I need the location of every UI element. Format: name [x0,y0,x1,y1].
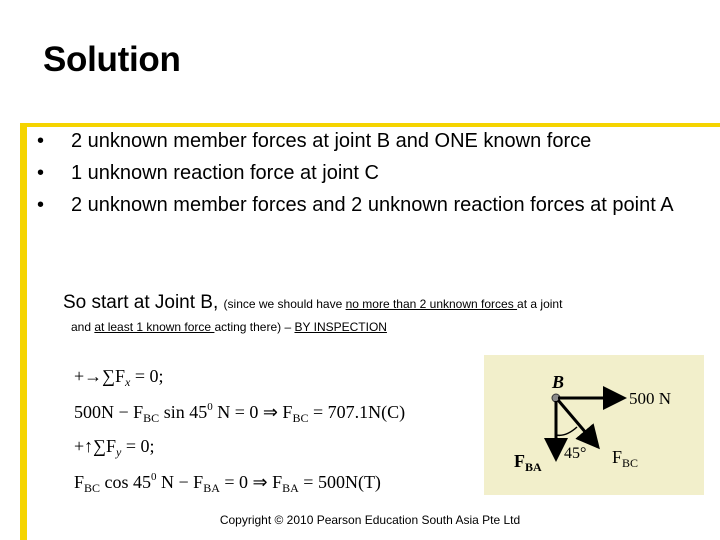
strategy-lead: So start at Joint B, [63,292,219,313]
strategy-text [63,291,703,338]
equation-fba-solution: $F_{BC}$ $\cos 45^0$ $N - F_{BA} = 0$ ⇒ $F_{BA} = 500N(T)$ [74,471,381,495]
equation-fbc-solution: $500N - F_{BC}$ $\sin 45^0$ N = 0 ⇒ $F_{BC} = 707.1N(C)$ [74,401,406,425]
bullet-icon: • [37,130,45,152]
bullet-icon: • [37,194,45,216]
slide-title: Solution [43,40,181,79]
angle-label: 45° [564,445,587,462]
bullet-list [37,125,707,221]
joint-b-label: B [552,372,565,392]
bullet-item [37,189,707,221]
bullet-text: 1 unknown reaction force at joint C [71,162,379,184]
force-bc-arrow [558,400,598,447]
bullet-text: 2 unknown member forces at joint B and ONE known force [71,130,592,152]
free-body-diagram [484,355,704,495]
force-bc-label: $F_{BC}$ [612,447,639,470]
force-ba-label: $F_{BA}$ [514,451,542,474]
bullet-item [37,125,707,157]
copyright-footer: Copyright © 2010 Pearson Education South Asia Pte Ltd [219,513,521,527]
equation-sum-fy: $+↑\sum F_y = 0$; [74,436,155,459]
equation-sum-fx: $+\to\sum F_x = 0$; [74,366,164,389]
strategy-note-line2: and at least 1 known force acting there) – BY INSPECTION [71,320,387,334]
applied-force-label: 500 N [629,389,672,408]
bullet-item [37,157,707,189]
equilibrium-equations [72,355,472,500]
angle-arc [556,427,577,435]
accent-bar-vertical [20,123,27,540]
bullet-icon: • [37,162,45,184]
bullet-text: 2 unknown member forces and 2 unknown reaction forces at point A [71,194,674,216]
strategy-note: (since we should have no more than 2 unknown forces at a joint [223,297,563,311]
